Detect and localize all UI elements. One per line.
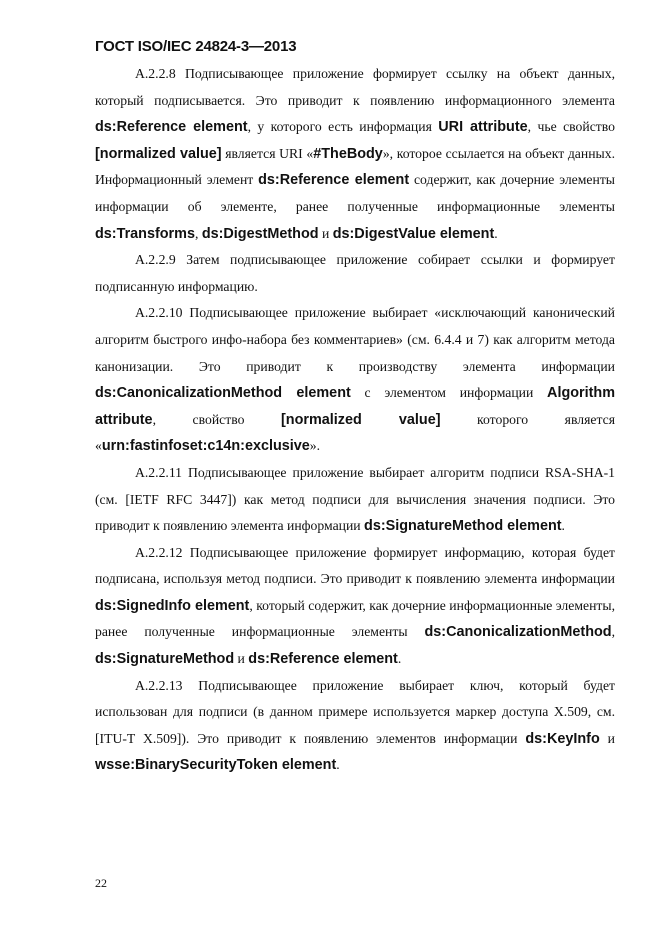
text-run: », которое ссылается на объект данных. Информационный элемент [95, 145, 615, 188]
bold-term: [normalized value] [95, 145, 222, 162]
bold-term: ds:Reference element [95, 119, 248, 136]
bold-term: ds:SignatureMethod element [364, 518, 562, 535]
bold-term: ds:SignedInfo element [95, 597, 250, 614]
paragraph-a-2-2-9 [95, 247, 615, 300]
page-number: 22 [95, 876, 107, 890]
text-run: A.2.2.13 Подписывающее приложение выбирает ключ, который будет использован для подписи (в данном примере используется маркер доступа X.509, см. [ITU-T X.509]). Это приводит к появлению элементов информации [95, 677, 615, 746]
paragraph-a-2-2-13 [95, 673, 615, 779]
text-run: A.2.2.11 Подписывающее приложение выбирает алгоритм подписи RSA-SHA-1 (см. [IETF RFC 3447]) как метод подписи для вычисления значения подписи. Это приводит к появлению элемента информации [95, 464, 615, 534]
text-run: ». [309, 438, 321, 454]
bold-term: ds:CanonicalizationMethod [424, 624, 612, 641]
bold-term: ds:Reference element [258, 172, 410, 189]
paragraph-a-2-2-8 [95, 61, 615, 247]
text-run: с элементом информации [350, 385, 548, 401]
text-run: , [611, 624, 615, 640]
text-run: и [234, 651, 249, 667]
paragraph-a-2-2-12 [95, 540, 615, 673]
text-run: которого является « [95, 411, 615, 454]
bold-term: ds:DigestValue element [332, 225, 495, 242]
text-run: , у которого есть информация [247, 119, 439, 135]
text-run: , который содержит, как дочерние информационные элементы, ранее полученные информационные элементы [95, 597, 615, 640]
text-run: , чье свойство [527, 119, 615, 135]
bold-term: ds:KeyInfo [525, 730, 600, 747]
bold-term: [normalized value] [281, 411, 441, 428]
bold-term: ds:Transforms [95, 225, 195, 242]
bold-term: URI attribute [438, 119, 528, 136]
text-run: . [397, 651, 402, 667]
text-run: , [194, 225, 202, 241]
text-run: A.2.2.9 Затем подписывающее приложение собирает ссылки и формирует подписанную информацию. [95, 252, 615, 294]
text-run: A.2.2.8 Подписывающее приложение формирует ссылку на объект данных, который подписывается. Это приводит к появлению информационного элемента [95, 66, 615, 108]
bold-term: wsse:BinarySecurityToken element [95, 757, 337, 774]
bold-term: #TheBody [313, 145, 383, 162]
text-run: является URI « [221, 145, 314, 161]
text-run: . [336, 757, 340, 773]
text-run: . [561, 518, 565, 534]
bold-term: ds:CanonicalizationMethod element [95, 385, 351, 402]
bold-term: ds:DigestMethod [201, 225, 319, 242]
text-run: A.2.2.12 Подписывающее приложение формирует информацию, которая будет подписана, используя метод подписи. Это приводит к появлению элемента информации [95, 544, 615, 587]
bold-term: Algorithm attribute [95, 385, 615, 428]
bold-term: ds:Reference element [248, 651, 398, 668]
bold-term: urn:fastinfoset:c14n:exclusive [101, 438, 310, 455]
text-run: содержит, как дочерние элементы информации об элементе, ранее полученные информационные элементы [95, 172, 615, 214]
paragraph-a-2-2-11 [95, 460, 615, 540]
bold-term: ds:SignatureMethod [95, 651, 235, 668]
text-run: A.2.2.10 Подписывающее приложение выбирает «исключающий канонический алгоритм быстрого инфо-набора без комментариев» (см. 6.4.4 и 7) как алгоритм метода канонизации. Это приводит к производству элемента информации [95, 305, 615, 374]
text-run: и [599, 730, 615, 746]
paragraph-a-2-2-10 [95, 300, 615, 460]
text-run: . [494, 225, 498, 241]
text-run: , свойство [152, 411, 282, 427]
text-run: и [318, 225, 333, 241]
document-header: ГОСТ ISO/IEC 24824-3—2013 [95, 38, 297, 55]
document-body [95, 61, 615, 779]
